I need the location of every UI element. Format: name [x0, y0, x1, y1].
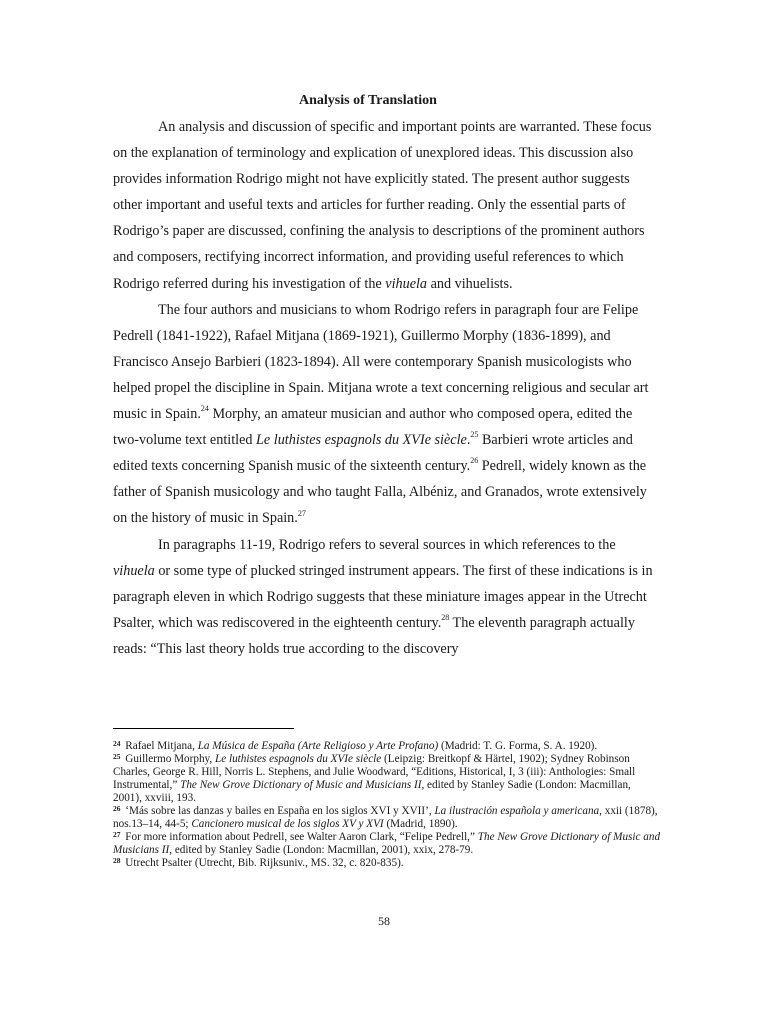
text-run: and vihuelists. [427, 275, 513, 292]
text-run: . [466, 432, 471, 449]
text-run: Utrecht Psalter (Utrecht, Bib. Rijksuniv., MS. 32, c. 820-835). [122, 857, 404, 869]
footnote-ref[interactable]: 27 [297, 508, 306, 518]
paragraph-3 [113, 532, 658, 662]
footnote-ref[interactable]: 28 [441, 613, 450, 623]
footnote-number: 27 [113, 830, 121, 839]
text-run: (Madrid, 1890). [383, 818, 458, 830]
footnote-separator [113, 728, 294, 729]
text-run: or some type of plucked stringed instrument appears. The first of these indications is in paragraph eleven in which Rodrigo suggests that these miniature images appear in the Utrecht Psalter, which was rediscovered in the eighteenth century. [113, 562, 653, 631]
text-run: (Leipzig: Breitkopf & Härtel, 1902); Sydney Robinson Charles, George R. Hill, Norris L. Stephens, and Julie Woodward, “Editions, Historical, I, 3 (iii): Anthologies: Small Instrumental,” [113, 753, 636, 791]
text-run: Pedrell, widely known as the father of Spanish musicology and who taught Falla, Albéniz, and Granados, wrote extensively on the history of music in Spain. [113, 458, 647, 527]
section-heading: Analysis of Translation [299, 93, 437, 108]
footnote-ref[interactable]: 24 [200, 404, 209, 414]
text-run: Rafael Mitjana, [122, 740, 198, 752]
page-number: 58 [378, 914, 390, 928]
footnote-ref[interactable]: 26 [470, 456, 479, 466]
text-run: An analysis and discussion of specific and important points are warranted. These focus on the explanation of terminology and explication of unexplored ideas. This discussion also provides information Rodrigo might not have explicitly stated. The present author suggests other important and useful texts and articles for further reading. Only the essential parts of Rodrigo’s paper are discussed, confining the analysis to descriptions of the prominent authors and composers, rectifying incorrect information, and providing useful references to which Rodrigo referred during his investigation of the [113, 119, 652, 292]
text-run: The four authors and musicians to whom Rodrigo refers in paragraph four are Felipe Pedrell (1841-1922), Rafael Mitjana (1869-1921), Guillermo Morphy (1836-1899), and Francisco Ansejo Barbieri (1823-1894). All were contemporary Spanish musicologists who helped propel the discipline in Spain. Mitjana wrote a text concerning religious and secular art music in Spain. [113, 301, 649, 423]
italic-title: Le luthistes espagnols du XVIe siècle [256, 432, 467, 449]
text-run: The eleventh paragraph actually reads: “This last theory holds true according to the discovery [113, 614, 635, 657]
text-run: Barbieri wrote articles and edited texts concerning Spanish music of the sixteenth century. [113, 432, 633, 475]
footnotes [113, 740, 661, 870]
italic-title: The New Grove Dictionary of Music and Musicians II [113, 831, 661, 856]
footnote-number: 25 [113, 752, 121, 761]
footnote-number: 26 [113, 804, 121, 813]
italic-title: La ilustración española y americana [434, 805, 600, 817]
italic-title: The New Grove Dictionary of Music and Musicians II [180, 779, 422, 791]
paragraph-2 [113, 297, 658, 532]
italic-term: vihuela [113, 562, 155, 579]
footnote-ref[interactable]: 25 [470, 430, 479, 440]
text-run: In paragraphs 11-19, Rodrigo refers to several sources in which references to the [158, 536, 616, 553]
text-run: ‘Más sobre las danzas y bailes en España en los siglos XVI y XVII’, [122, 805, 435, 817]
footnote-27 [113, 831, 661, 857]
text-run: (Madrid: T. G. Forma, S. A. 1920). [438, 740, 598, 752]
text-run: , edited by Stanley Sadie (London: Macmillan, 2001), xxix, 278-79. [169, 844, 474, 856]
text-run: , edited by Stanley Sadie (London: Macmillan, 2001), xxviii, 193. [113, 779, 631, 804]
body-text [113, 114, 658, 662]
footnote-25 [113, 753, 661, 805]
italic-title: Le luthistes espagnols du XVIe siècle [215, 753, 382, 765]
footnote-number: 24 [113, 739, 121, 748]
text-run: Guillermo Morphy, [122, 753, 215, 765]
paragraph-1 [113, 114, 658, 297]
italic-term: vihuela [385, 275, 428, 292]
text-run: , xxii (1878), nos.13–14, 44-5; [113, 805, 658, 830]
text-run: For more information about Pedrell, see Walter Aaron Clark, “Felipe Pedrell,” [122, 831, 478, 843]
footnote-26 [113, 805, 661, 831]
text-run: Morphy, an amateur musician and author who composed opera, edited the two-volume text entitled [113, 406, 633, 449]
italic-title: La Música de España (Arte Religioso y Arte Profano) [197, 740, 439, 752]
italic-title: Cancionero musical de los siglos XV y XVI [191, 818, 384, 830]
footnote-24 [113, 740, 661, 753]
footnote-number: 28 [113, 856, 121, 865]
footnote-28 [113, 857, 661, 870]
